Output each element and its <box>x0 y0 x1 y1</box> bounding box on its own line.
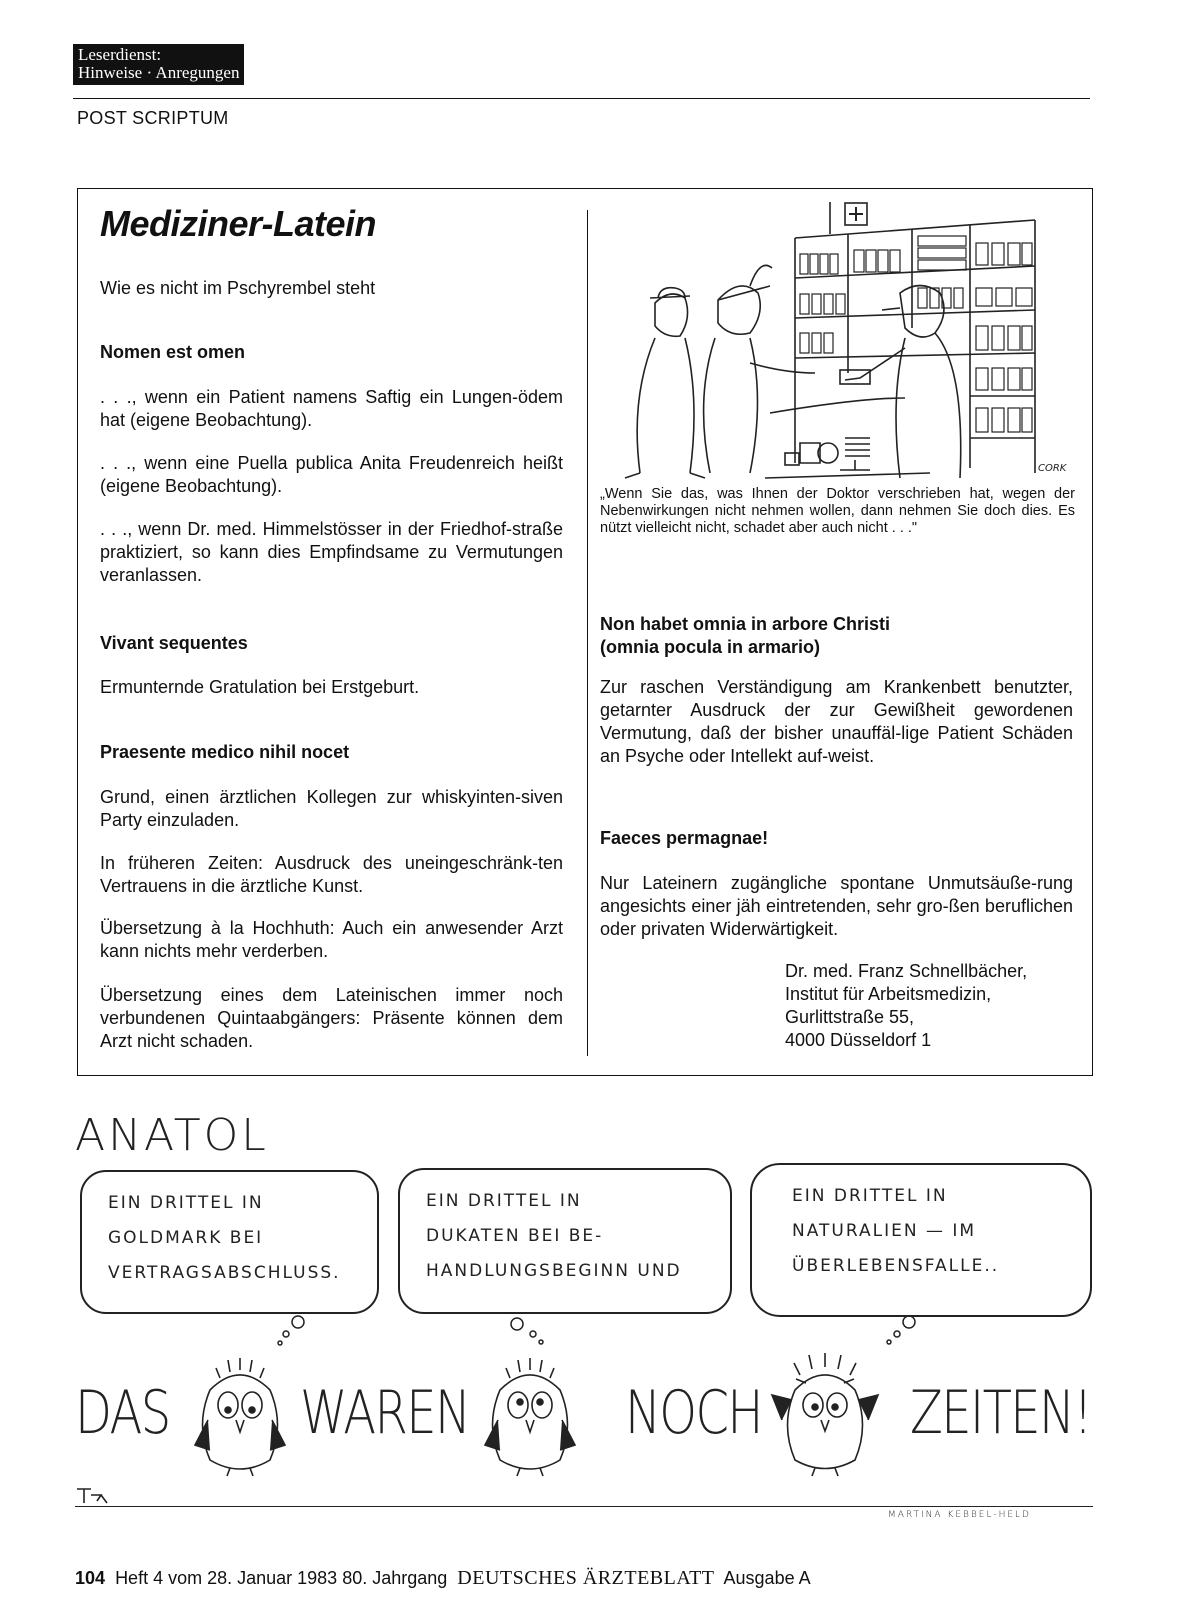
comic-ground-line <box>75 1506 1093 1507</box>
bubble3-line2: NATURALIEN — IM <box>792 1221 977 1241</box>
speech-bubble-3 <box>750 1163 1092 1317</box>
author-block <box>785 960 1027 1052</box>
edition: Ausgabe A <box>723 1568 811 1588</box>
owl-anatol-2 <box>480 1350 580 1480</box>
pharmacy-cartoon <box>600 198 1075 483</box>
owl-anatol-1 <box>190 1350 290 1480</box>
page-number: 104 <box>75 1568 106 1588</box>
bubble1-line2: GOLDMARK BEI <box>108 1228 264 1248</box>
bubble2-line1: EIN DRITTEL IN <box>426 1191 582 1211</box>
counter-items <box>785 438 870 470</box>
section-tag-line1: Leserdienst: <box>78 45 162 64</box>
article-subtitle: Wie es nicht im Pschyrembel steht <box>100 278 376 298</box>
artist-monogram-icon <box>75 1485 115 1507</box>
article-title: Mediziner-Latein <box>100 203 377 244</box>
paragraph-himmelstoesser: . . ., wenn Dr. med. Himmelstösser in der Friedhof-straße praktiziert, so kann dies Empfindsame zu Vermutungen veranlassen. <box>100 519 563 585</box>
thought-dots-3 <box>875 1310 935 1350</box>
thought-dots-2 <box>505 1310 565 1350</box>
paragraph-whisky: Grund, einen ärztlichen Kollegen zur whiskyinten-siven Party einzuladen. <box>100 787 563 830</box>
paragraph-hochhuth: Übersetzung à la Hochhuth: Auch ein anwesender Arzt kann nichts mehr verderben. <box>100 918 563 961</box>
author-name: Dr. med. Franz Schnellbächer, <box>785 961 1028 981</box>
pharmacy-shelves <box>795 202 1035 473</box>
woman-customer-figure <box>704 265 815 473</box>
author-street: Gurlittstraße 55, <box>785 1007 915 1027</box>
column-divider <box>587 210 588 1056</box>
bubble2-line3: HANDLUNGSBEGINN UND <box>426 1261 682 1281</box>
page-footer <box>75 1567 811 1590</box>
bubble2-line2: DUKATEN BEI BE- <box>426 1226 604 1246</box>
man-customer-figure <box>625 288 705 478</box>
paragraph-freudenreich: . . ., wenn eine Puella publica Anita Freudenreich heißt (eigene Beobachtung). <box>100 453 563 496</box>
speech-bubble-2 <box>398 1168 732 1314</box>
comic-word-zeiten: ZEITEN! <box>910 1378 1091 1448</box>
magazine-name: DEUTSCHES ÄRZTEBLATT <box>457 1567 715 1589</box>
heading-praesente-medico: Praesente medico nihil nocet <box>100 742 350 762</box>
paragraph-saftig: . . ., wenn ein Patient namens Saftig ein Lungen-ödem hat (eigene Beobachtung). <box>100 387 563 430</box>
owl-anatol-3 <box>770 1345 880 1480</box>
heading-non-habet-l1: Non habet omnia in arbore Christi <box>600 614 891 634</box>
comic-word-noch: NOCH <box>625 1378 762 1448</box>
heading-non-habet-l2: (omnia pocula in armario) <box>600 637 821 657</box>
issue-info: Heft 4 vom 28. Januar 1983 80. Jahrgang <box>115 1568 448 1588</box>
section-tag-line2: Hinweise · Anregungen <box>78 63 240 82</box>
paragraph-krankenbett: Zur raschen Verständigung am Krankenbett benutzter, getarnter Ausdruck der zur Gewißheit gewordenen Vermutung, daß der bisher unauffäl-lige Patient Schäden an Psyche oder Intellekt auf-weist. <box>600 677 1073 766</box>
paragraph-unmutsaeusserung: Nur Lateinern zugängliche spontane Unmutsäuße-rung angesichts einer jäh eintretenden, sehr gro-ßen beruflichen oder privaten Widerwärtigkeit. <box>600 873 1073 939</box>
bubble3-line3: ÜBERLEBENSFALLE.. <box>792 1256 1000 1276</box>
comic-word-waren: WAREN <box>300 1378 470 1448</box>
thought-dots-1 <box>260 1310 320 1350</box>
column-title: POST SCRIPTUM <box>77 108 229 128</box>
speech-bubble-1 <box>80 1170 379 1314</box>
bubble1-line3: VERTRAGSABSCHLUSS. <box>108 1263 341 1283</box>
author-city: 4000 Düsseldorf 1 <box>785 1030 932 1050</box>
header-rule <box>73 98 1090 99</box>
cartoon-caption: „Wenn Sie das, was Ihnen der Doktor verschrieben hat, wegen der Nebenwirkungen nicht nehmen wollen, dann nehmen Sie doch dies. Es nützt vielleicht nicht, schadet aber auch nicht . . ." <box>600 486 1075 536</box>
comic-artist: MARTINA KEBBEL-HELD <box>888 1510 1031 1520</box>
paragraph-vertrauen: In früheren Zeiten: Ausdruck des uneingeschränk-ten Vertrauens in die ärztliche Kunst. <box>100 853 563 896</box>
cartoon-signature: CORK <box>1038 463 1067 474</box>
heading-nomen-est-omen: Nomen est omen <box>100 342 246 362</box>
author-institute: Institut für Arbeitsmedizin, <box>785 984 992 1004</box>
paragraph-gratulation: Ermunternde Gratulation bei Erstgeburt. <box>100 677 420 697</box>
comic-title: ANATOL <box>75 1110 269 1161</box>
heading-faeces-permagnae: Faeces permagnae! <box>600 828 769 848</box>
bubble1-line1: EIN DRITTEL IN <box>108 1193 264 1213</box>
comic-word-das: DAS <box>75 1378 170 1448</box>
bubble3-line1: EIN DRITTEL IN <box>792 1186 948 1206</box>
paragraph-quintaabgaenger: Übersetzung eines dem Lateinischen immer noch verbundenen Quintaabgängers: Präsente können dem Arzt nicht schaden. <box>100 985 563 1051</box>
heading-vivant-sequentes: Vivant sequentes <box>100 633 248 653</box>
section-tag <box>73 44 244 85</box>
